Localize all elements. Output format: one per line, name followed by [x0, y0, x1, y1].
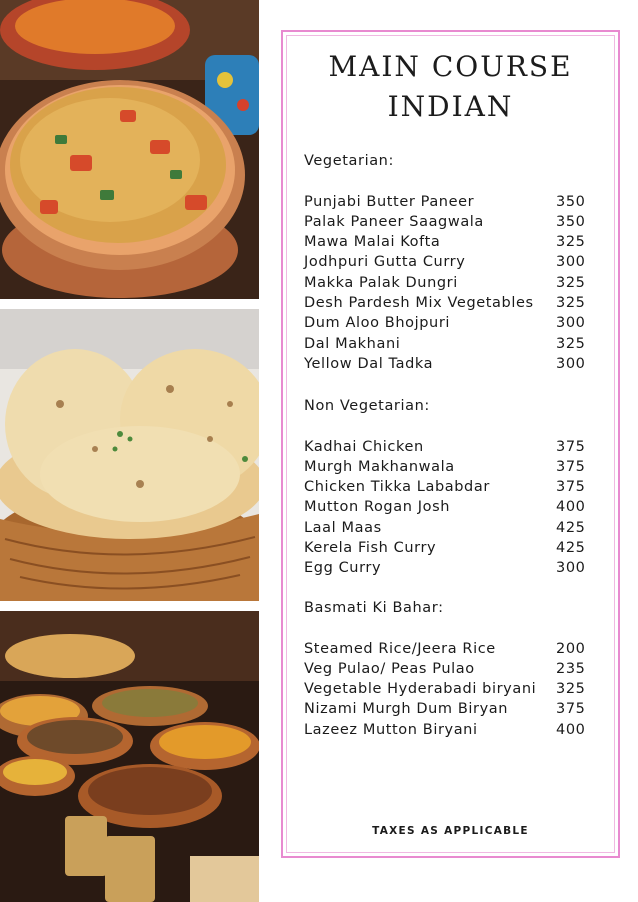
item-name: Dal Makhani [304, 335, 401, 352]
item-name: Murgh Makhanwala [304, 458, 455, 475]
menu-title: MAIN COURSE [328, 50, 573, 83]
item-price: 325 [556, 295, 586, 312]
menu-item [304, 679, 586, 699]
section-heading: Non Vegetarian: [304, 398, 430, 414]
menu-item [304, 293, 586, 313]
taxes-note: TAXES AS APPLICABLE [372, 825, 529, 837]
item-name: Kadhai Chicken [304, 438, 424, 455]
naan-basket-photo [0, 309, 259, 601]
item-price: 425 [556, 540, 586, 557]
item-price: 325 [556, 234, 586, 251]
item-price: 300 [556, 560, 586, 577]
item-price: 425 [556, 519, 586, 536]
menu-item [304, 252, 586, 272]
spacer [304, 416, 586, 436]
menu-subtitle: INDIAN [387, 90, 514, 123]
item-price: 400 [556, 499, 586, 516]
menu-item [304, 639, 586, 659]
item-name: Dum Aloo Bhojpuri [304, 315, 451, 332]
item-name: Kerela Fish Curry [304, 540, 437, 557]
item-price: 325 [556, 681, 586, 698]
item-name: Palak Paneer Saagwala [304, 213, 484, 230]
item-price: 200 [556, 640, 586, 657]
curry-bowls-photo [0, 611, 259, 902]
section-heading: Vegetarian: [304, 153, 394, 169]
menu-item [304, 497, 586, 517]
menu-item [304, 334, 586, 354]
menu-item [304, 538, 586, 558]
item-price: 300 [556, 315, 586, 332]
menu-item [304, 313, 586, 333]
item-price: 375 [556, 438, 586, 455]
basmati-section [304, 598, 586, 740]
biryani-photo [0, 0, 259, 299]
menu-item [304, 354, 586, 374]
item-name: Jodhpuri Gutta Curry [304, 254, 466, 271]
menu-item [304, 518, 586, 538]
spacer [304, 618, 586, 638]
item-name: Veg Pulao/ Peas Pulao [304, 660, 475, 677]
item-name: Steamed Rice/Jeera Rice [304, 640, 496, 657]
menu-item [304, 720, 586, 740]
item-price: 300 [556, 254, 586, 271]
menu-item [304, 212, 586, 232]
item-price: 325 [556, 335, 586, 352]
menu-item [304, 558, 586, 578]
menu-item [304, 659, 586, 679]
menu-item [304, 232, 586, 252]
item-name: Nizami Murgh Dum Biryan [304, 701, 509, 718]
section-heading: Basmati Ki Bahar: [304, 600, 444, 616]
item-name: Yellow Dal Tadka [304, 355, 434, 372]
spacer [304, 171, 586, 191]
item-name: Chicken Tikka Lababdar [304, 479, 490, 496]
item-name: Mutton Rogan Josh [304, 499, 451, 516]
item-price: 375 [556, 458, 586, 475]
menu-item [304, 273, 586, 293]
item-price: 375 [556, 701, 586, 718]
menu-item [304, 437, 586, 457]
item-price: 235 [556, 660, 586, 677]
item-name: Punjabi Butter Paneer [304, 193, 475, 210]
item-name: Vegetable Hyderabadi biryani [304, 681, 537, 698]
menu-item [304, 477, 586, 497]
item-name: Egg Curry [304, 560, 382, 577]
item-price: 325 [556, 274, 586, 291]
item-name: Desh Pardesh Mix Vegetables [304, 295, 534, 312]
menu-item [304, 699, 586, 719]
item-name: Mawa Malai Kofta [304, 234, 441, 251]
item-name: Laal Maas [304, 519, 382, 536]
item-name: Makka Palak Dungri [304, 274, 458, 291]
item-price: 350 [556, 193, 586, 210]
item-price: 300 [556, 355, 586, 372]
item-name: Lazeez Mutton Biryani [304, 721, 478, 738]
vegetarian-section [304, 151, 586, 374]
menu-item [304, 192, 586, 212]
menu-item [304, 457, 586, 477]
item-price: 375 [556, 479, 586, 496]
item-price: 400 [556, 721, 586, 738]
item-price: 350 [556, 213, 586, 230]
non-vegetarian-section [304, 396, 586, 579]
